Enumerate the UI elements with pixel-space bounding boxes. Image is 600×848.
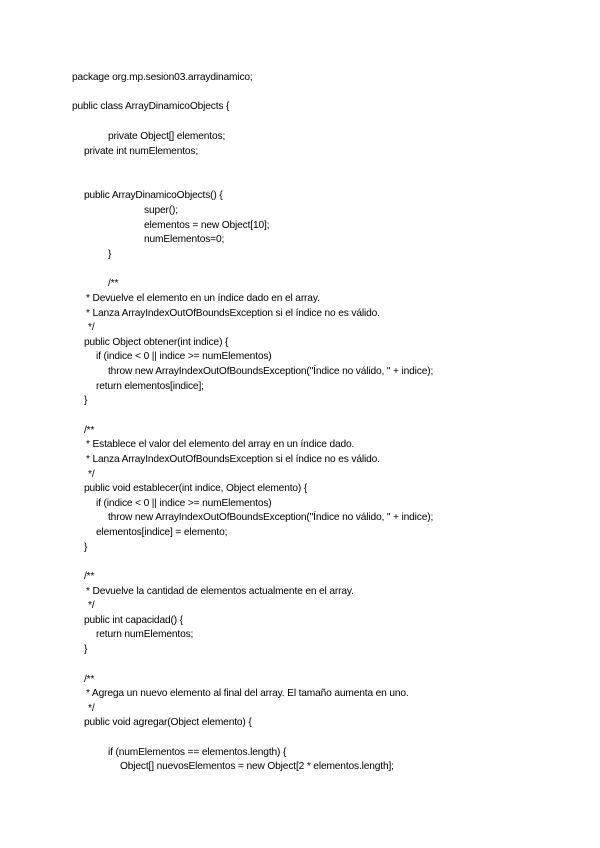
code-line: throw new ArrayIndexOutOfBoundsException("Índice no válido, " + indice); bbox=[108, 366, 434, 377]
code-line: if (indice < 0 || indice >= numElementos) bbox=[96, 498, 272, 509]
code-line: private int numElementos; bbox=[84, 146, 199, 157]
code-line: private Object[] elementos; bbox=[108, 131, 226, 142]
code-line: public void agregar(Object elemento) { bbox=[84, 717, 252, 728]
code-line: numElementos=0; bbox=[144, 234, 225, 245]
code-line: * Establece el valor del elemento del array en un índice dado. bbox=[86, 439, 355, 450]
code-line: /** bbox=[84, 674, 95, 685]
code-line: * Agrega un nuevo elemento al final del array. El tamaño aumenta en uno. bbox=[86, 688, 409, 699]
code-line: * Devuelve el elemento en un índice dado en el array. bbox=[86, 293, 320, 304]
code-line: if (numElementos == elementos.length) { bbox=[108, 747, 287, 758]
code-line: */ bbox=[88, 469, 95, 480]
code-line: throw new ArrayIndexOutOfBoundsException("Índice no válido, " + indice); bbox=[108, 512, 434, 523]
code-line: return elementos[indice]; bbox=[96, 381, 204, 392]
code-line: */ bbox=[88, 322, 95, 333]
code-line: */ bbox=[88, 703, 95, 714]
code-line: /** bbox=[84, 425, 95, 436]
code-line: } bbox=[84, 395, 88, 406]
code-line: public int capacidad() { bbox=[84, 615, 183, 626]
code-line: public void establecer(int indice, Object elemento) { bbox=[84, 483, 308, 494]
code-line: /** bbox=[84, 571, 95, 582]
code-line: } bbox=[84, 644, 88, 655]
code-line: * Lanza ArrayIndexOutOfBoundsException si el índice no es válido. bbox=[86, 454, 380, 465]
code-line: } bbox=[84, 542, 88, 553]
code-line: elementos = new Object[10]; bbox=[144, 220, 270, 231]
code-line: * Lanza ArrayIndexOutOfBoundsException si el índice no es válido. bbox=[86, 308, 380, 319]
code-line: * Devuelve la cantidad de elementos actualmente en el array. bbox=[86, 586, 354, 597]
code-line: public class ArrayDinamicoObjects { bbox=[72, 101, 230, 112]
code-line: package org.mp.sesion03.arraydinamico; bbox=[72, 72, 253, 83]
code-line: elementos[indice] = elemento; bbox=[96, 527, 228, 538]
code-line: public Object obtener(int indice) { bbox=[84, 337, 229, 348]
code-line: */ bbox=[88, 600, 95, 611]
code-line: Object[] nuevosElementos = new Object[2 * elementos.length]; bbox=[120, 761, 394, 772]
code-line: /** bbox=[108, 278, 119, 289]
code-line: return numElementos; bbox=[96, 629, 194, 640]
code-line: } bbox=[108, 249, 112, 260]
code-line: if (indice < 0 || indice >= numElementos) bbox=[96, 351, 272, 362]
code-line: public ArrayDinamicoObjects() { bbox=[84, 190, 223, 201]
code-line: super(); bbox=[144, 205, 178, 216]
